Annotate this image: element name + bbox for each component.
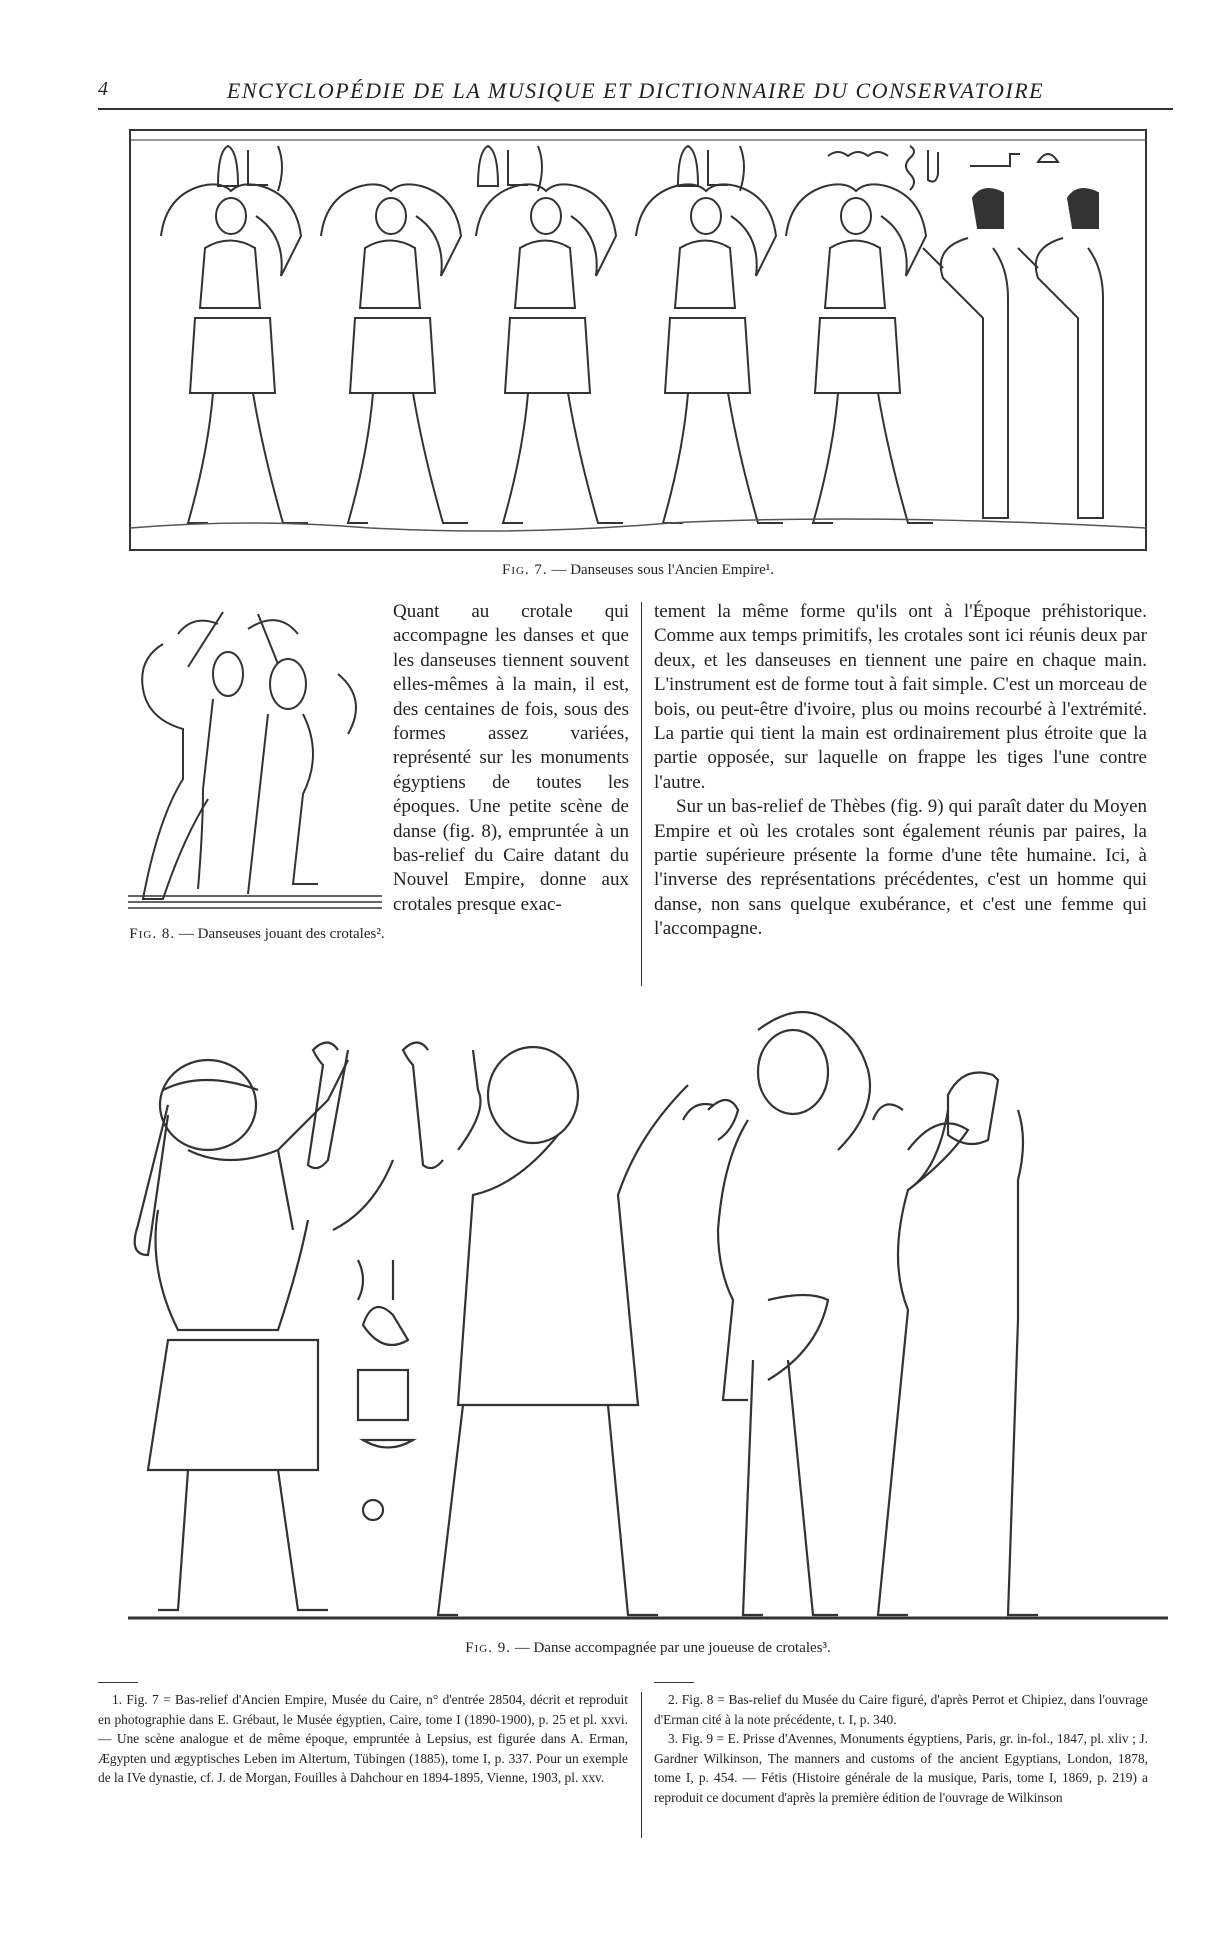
- figure-8-label: Fig. 8.: [129, 926, 176, 942]
- footnote-1: 1. Fig. 7 = Bas-relief d'Ancien Empire, Musée du Caire, n° d'entrée 28504, décrit et reproduit en photographie dans E. Grébaut, le Musée égyptien, Caire, tome I (1890-1900), p. 25 et pl. xxvi. — Une scène analogue et de même époque, empruntée à Lepsius, est figurée dans A. Erman, Ægypten und ægyptisches Leben im Altertum, Tübingen (1885), tome I, p. 337. Pour un exemple de la IVe dynastie, cf. J. de Morgan, Fouilles à Dahchour en 1894-1895, Vienne, 1903, pl. xxv.: [98, 1692, 628, 1785]
- figure-7-illustration: [128, 128, 1148, 552]
- footnotes-left: [98, 1690, 628, 1788]
- body-text-right-column: [654, 600, 1147, 942]
- footnote-2: 2. Fig. 8 = Bas-relief du Musée du Caire figuré, d'après Perrot et Chipiez, dans l'ouvrage d'Erman cité à la note précédente, t. I, p. 340.: [654, 1692, 1148, 1727]
- left-column-paragraph: Quant au crotale qui accompagne les danses et que les danseuses tiennent souvent elles-mêmes à la main, il est, des centaines de fois, sous des formes assez variées, représenté sur les monuments égyptiens de toutes les époques. Une petite scène de danse (fig. 8), empruntée à un bas-relief du Caire datant du Nouvel Empire, donne aux crotales presque exac-: [393, 601, 629, 915]
- body-text-left-column: [393, 600, 629, 917]
- figure-9-label: Fig. 9.: [465, 1640, 511, 1656]
- figure-8-caption: [122, 925, 392, 943]
- footnote-column-divider: [641, 1692, 642, 1838]
- figure-7-text: — Danseuses sous l'Ancien Empire¹.: [551, 562, 775, 578]
- footnote-rule-right: [654, 1682, 694, 1683]
- figure-7-label: Fig. 7.: [501, 562, 548, 578]
- figure-9-text: — Danse accompagnée par une joueuse de crotales³.: [514, 1640, 831, 1656]
- right-column-paragraph-2: Sur un bas-relief de Thèbes (fig. 9) qui paraît dater du Moyen Empire et où les crotales sont également réunis par paires, la partie supérieure présente la forme d'une tête humaine. Ici, à l'inverse des représentations précédentes, c'est un homme qui danse, non sans quelque exubérance, et c'est une femme qui l'accompagne.: [654, 796, 1147, 940]
- figure-9-illustration: [128, 1010, 1168, 1630]
- figure-7-caption: [128, 562, 1148, 579]
- figure-8-text: — Danseuses jouant des crotales².: [178, 926, 385, 942]
- page-number: 4: [98, 78, 108, 100]
- figure-8-illustration: [128, 604, 382, 918]
- running-title: ENCYCLOPÉDIE DE LA MUSIQUE ET DICTIONNAIRE DU CONSERVATOIRE: [226, 78, 1045, 103]
- right-column-paragraph-1: tement la même forme qu'ils ont à l'Époque préhistorique. Comme aux temps primitifs, les crotales sont ici réunis deux par deux, et les danseuses en tiennent une paire en chaque main. L'instrument est de forme tout à fait simple. C'est un morceau de bois, ou peut-être d'ivoire, plus ou moins recourbé à l'extrémité. La partie qui tient la main est ordinairement plus étroite que la partie opposée, sur laquelle on frappe les tiges l'une contre l'autre.: [654, 601, 1147, 793]
- page-header: [98, 74, 1173, 108]
- column-divider: [641, 602, 642, 986]
- footnote-rule-left: [98, 1682, 138, 1683]
- footnote-3: 3. Fig. 9 = E. Prisse d'Avennes, Monuments égyptiens, Paris, gr. in-fol., 1847, pl. xliv ; J. Gardner Wilkinson, The manners and customs of the ancient Egyptians, London, 1878, tome I, p. 454. — Fétis (Histoire générale de la musique, Paris, tome I, 1869, p. 219) a reproduit ce document d'après la première édition de l'ouvrage de Wilkinson: [654, 1731, 1148, 1805]
- header-rule: [98, 108, 1173, 110]
- footnotes-right: [654, 1690, 1148, 1807]
- figure-9-caption: [128, 1640, 1168, 1657]
